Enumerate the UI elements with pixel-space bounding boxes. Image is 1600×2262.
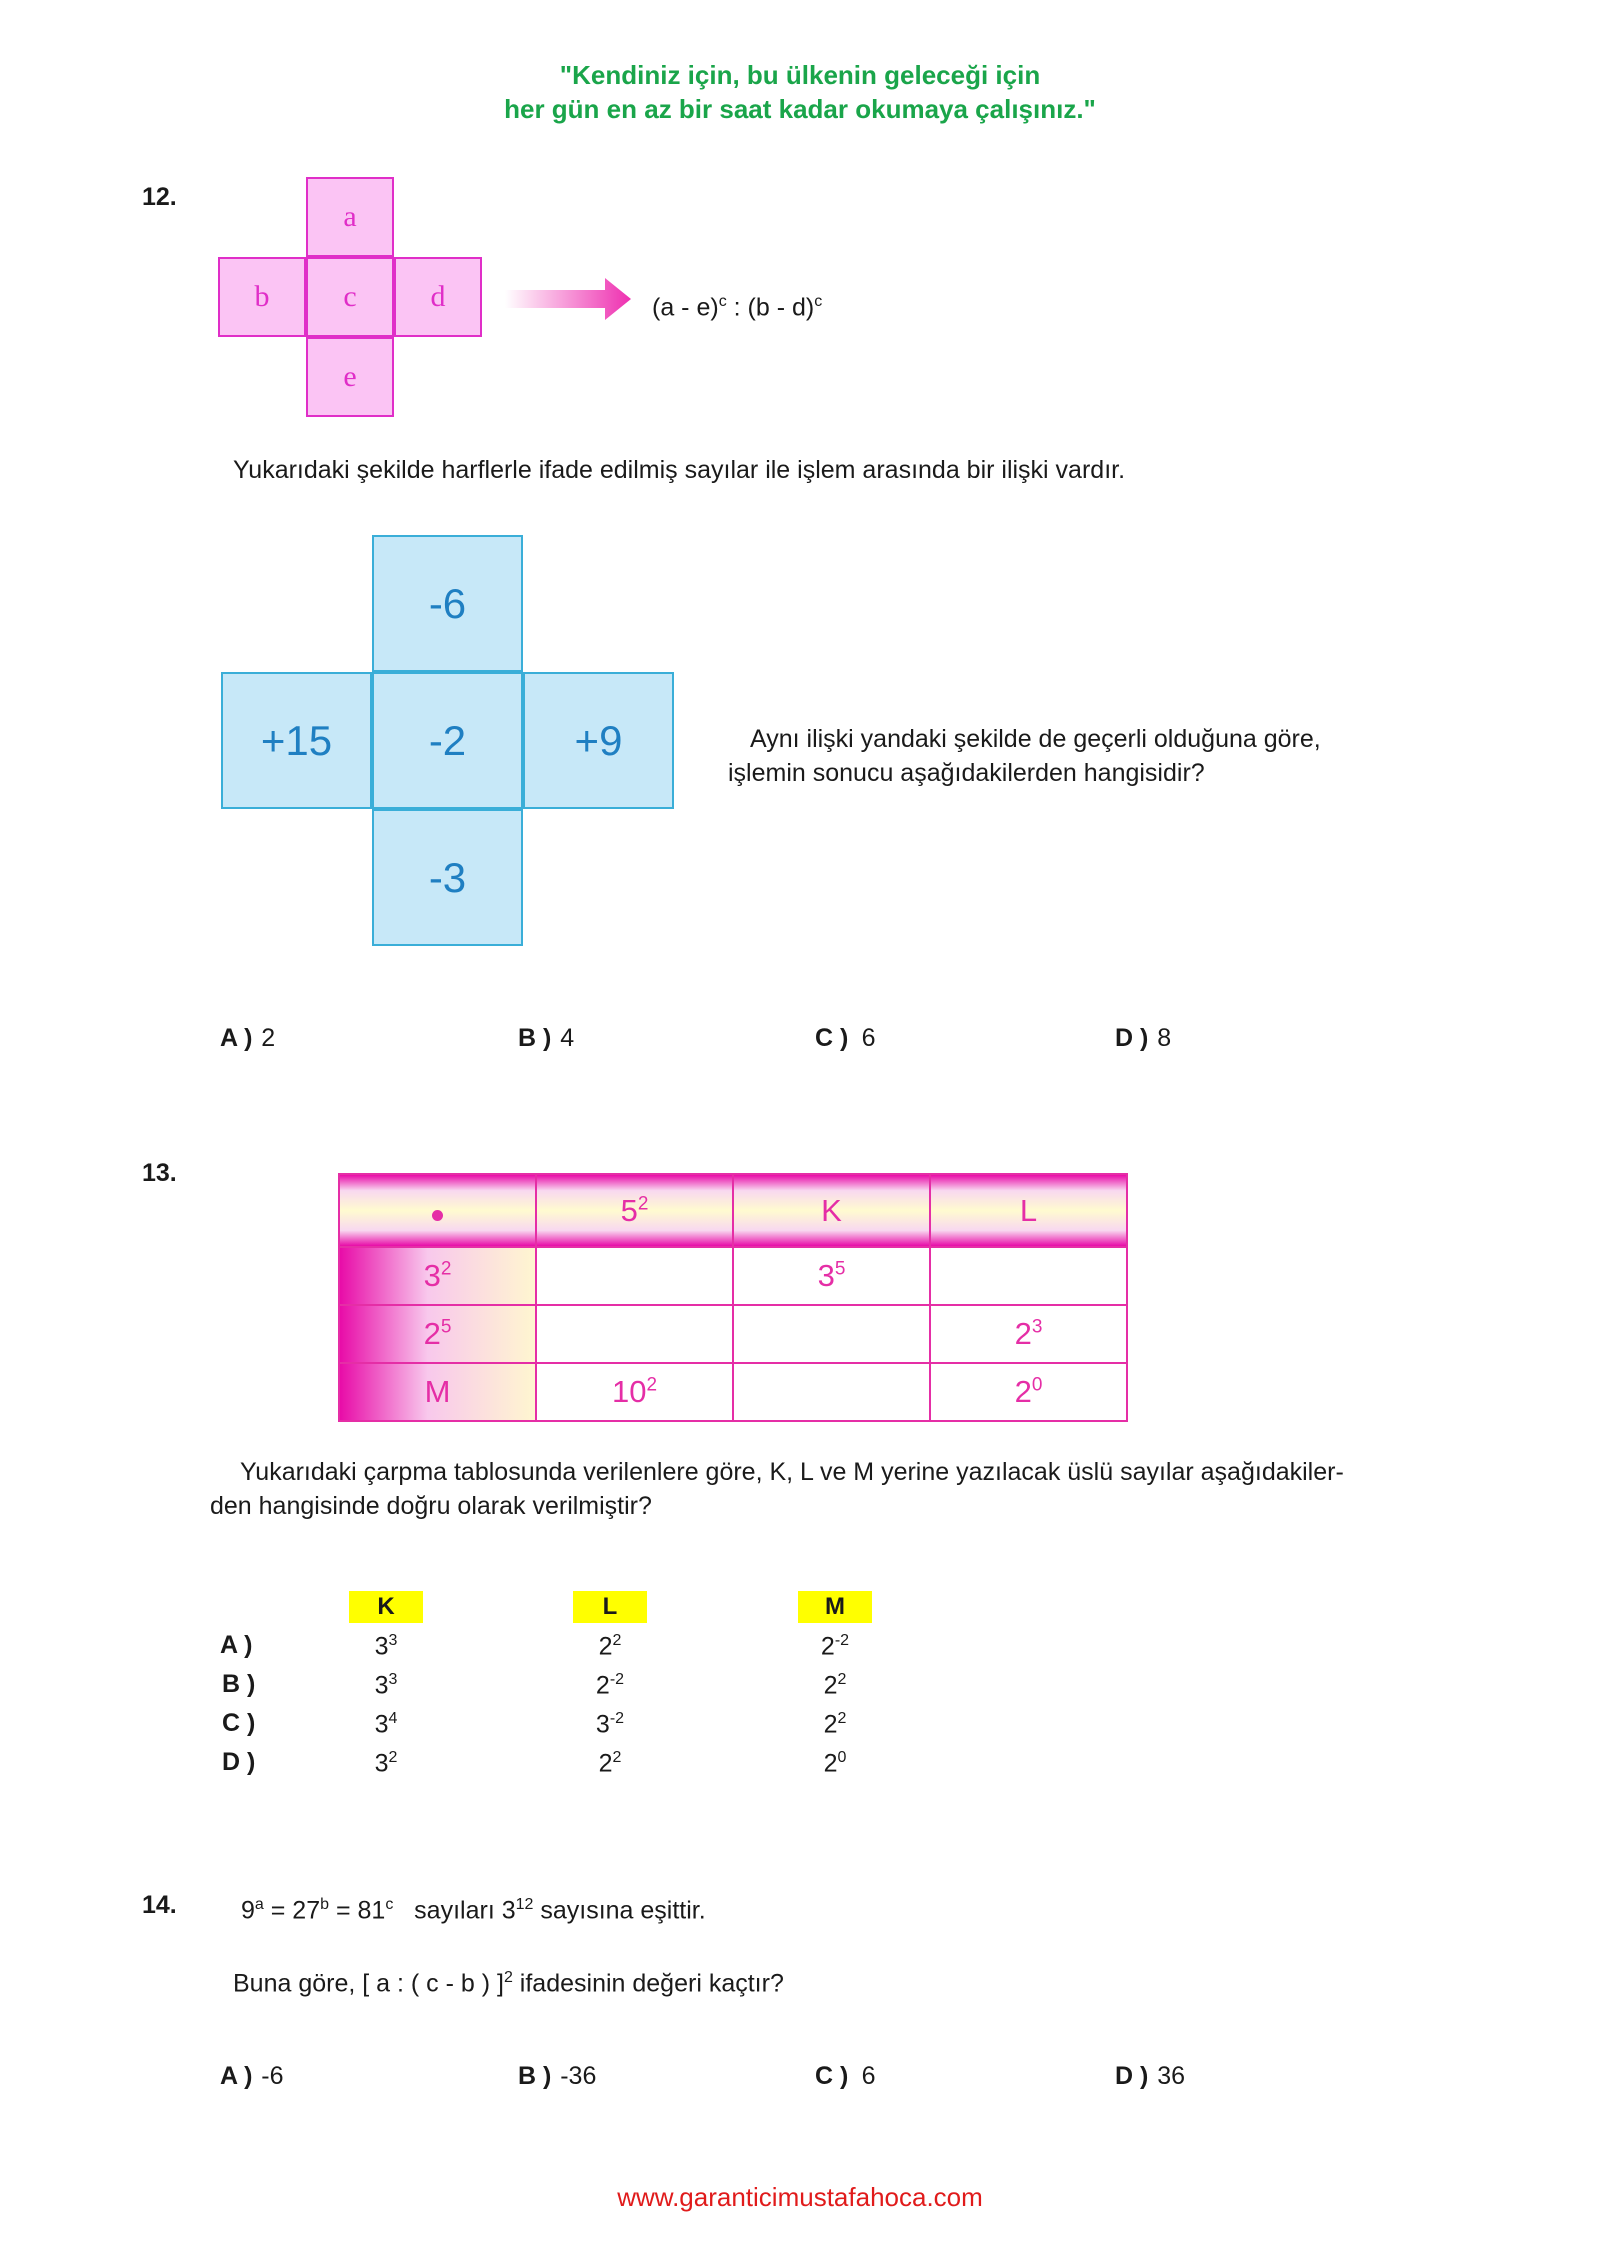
- q14-statement: $9^a = 27^b = 81^c$ sayıları $3^{12}$ sayısına eşittir.: [241, 1896, 706, 1925]
- table-header-cell: L: [930, 1174, 1127, 1247]
- column-header-l: L: [573, 1591, 647, 1623]
- table-row-header: $2^5$: [339, 1305, 536, 1363]
- option-a[interactable]: A ) 2: [220, 1024, 276, 1052]
- option-c-k: $3^4$: [374, 1710, 398, 1739]
- table-cell: $10^2$: [536, 1363, 733, 1421]
- question-13-number: 13.: [142, 1159, 177, 1187]
- option-c-letter: C ): [222, 1709, 256, 1737]
- number-cell-left: +15: [221, 672, 372, 809]
- column-header-m: M: [798, 1591, 872, 1623]
- q12-intro: Yukarıdaki şekilde harflerle ifade edilmiş sayılar ile işlem arasında bir ilişki vardır.: [233, 456, 1126, 484]
- table-cell: [733, 1363, 930, 1421]
- table-row: [339, 1363, 1127, 1421]
- q12-question-line-1: Aynı ilişki yandaki şekilde de geçerli olduğuna göre,: [750, 725, 1321, 753]
- table-row: [339, 1247, 1127, 1305]
- table-cell: [733, 1305, 930, 1363]
- table-row-header: M: [339, 1363, 536, 1421]
- letter-cell-right: d: [394, 257, 482, 337]
- option-a-letter: A ): [220, 1631, 253, 1659]
- option-b[interactable]: B ) -36: [518, 2062, 597, 2090]
- option-d-k: $3^2$: [374, 1749, 398, 1778]
- letter-cell-center: c: [306, 257, 394, 337]
- option-a-l: $2^2$: [598, 1632, 622, 1661]
- q12-question-line-2: işlemin sonucu aşağıdakilerden hangisidir?: [728, 759, 1205, 787]
- q14-question: Buna göre, [ a : ( c - b ) ]$^2$ ifadesinin değeri kaçtır?: [233, 1969, 784, 1998]
- option-a-m: $2^{-2}$: [820, 1632, 850, 1661]
- number-cell-bottom: -3: [372, 809, 523, 946]
- q12-expression: (a - e)$^c$ : (b - d)$^c$: [652, 293, 823, 322]
- table-header-cell: $5^2$: [536, 1174, 733, 1247]
- option-c-l: $3^{-2}$: [595, 1710, 625, 1739]
- option-b[interactable]: B ) 4: [518, 1024, 575, 1052]
- q13-question-line-1: Yukarıdaki çarpma tablosunda verilenlere göre, K, L ve M yerine yazılacak üslü sayılar aşağıdakiler-: [240, 1458, 1344, 1486]
- table-corner-cell: [339, 1174, 536, 1247]
- option-b-m: $2^2$: [823, 1671, 847, 1700]
- option-b-letter: B ): [222, 1670, 256, 1698]
- table-header-row: [339, 1174, 1127, 1247]
- option-b-k: $3^3$: [374, 1671, 398, 1700]
- option-d[interactable]: D ) 36: [1115, 2062, 1186, 2090]
- table-cell: [536, 1247, 733, 1305]
- question-14-number: 14.: [142, 1891, 177, 1919]
- multiplication-table: [338, 1173, 1128, 1422]
- table-header-cell: K: [733, 1174, 930, 1247]
- table-cell: [930, 1247, 1127, 1305]
- number-cell-center: -2: [372, 672, 523, 809]
- option-a[interactable]: A ) -6: [220, 2062, 284, 2090]
- bullet-icon: [432, 1210, 443, 1221]
- letter-cell-left: b: [218, 257, 306, 337]
- letter-cell-top: a: [306, 177, 394, 257]
- option-d-l: $2^2$: [598, 1749, 622, 1778]
- number-cell-right: +9: [523, 672, 674, 809]
- table-cell: [536, 1305, 733, 1363]
- letter-cell-bottom: e: [306, 337, 394, 417]
- table-cell: $2^3$: [930, 1305, 1127, 1363]
- option-d-m: $2^0$: [823, 1749, 847, 1778]
- option-a-k: $3^3$: [374, 1632, 398, 1661]
- option-d-letter: D ): [222, 1748, 256, 1776]
- option-c[interactable]: C ) 6: [815, 2062, 876, 2090]
- table-cell: $2^0$: [930, 1363, 1127, 1421]
- right-arrow-icon: [505, 278, 631, 320]
- option-c[interactable]: C ) 6: [815, 1024, 876, 1052]
- column-header-k: K: [349, 1591, 423, 1623]
- motto-line-1: "Kendiniz için, bu ülkenin geleceği için: [559, 60, 1041, 90]
- q13-question-line-2: den hangisinde doğru olarak verilmiştir?: [210, 1492, 652, 1520]
- option-d[interactable]: D ) 8: [1115, 1024, 1172, 1052]
- option-b-l: $2^{-2}$: [595, 1671, 625, 1700]
- motto-line-2: her gün en az bir saat kadar okumaya çalışınız.": [504, 94, 1096, 124]
- table-row-header: $3^2$: [339, 1247, 536, 1305]
- footer-website-link[interactable]: www.garanticimustafahoca.com: [617, 2182, 983, 2212]
- table-row: [339, 1305, 1127, 1363]
- number-cell-top: -6: [372, 535, 523, 672]
- table-cell: $3^5$: [733, 1247, 930, 1305]
- option-c-m: $2^2$: [823, 1710, 847, 1739]
- question-12-number: 12.: [142, 183, 177, 211]
